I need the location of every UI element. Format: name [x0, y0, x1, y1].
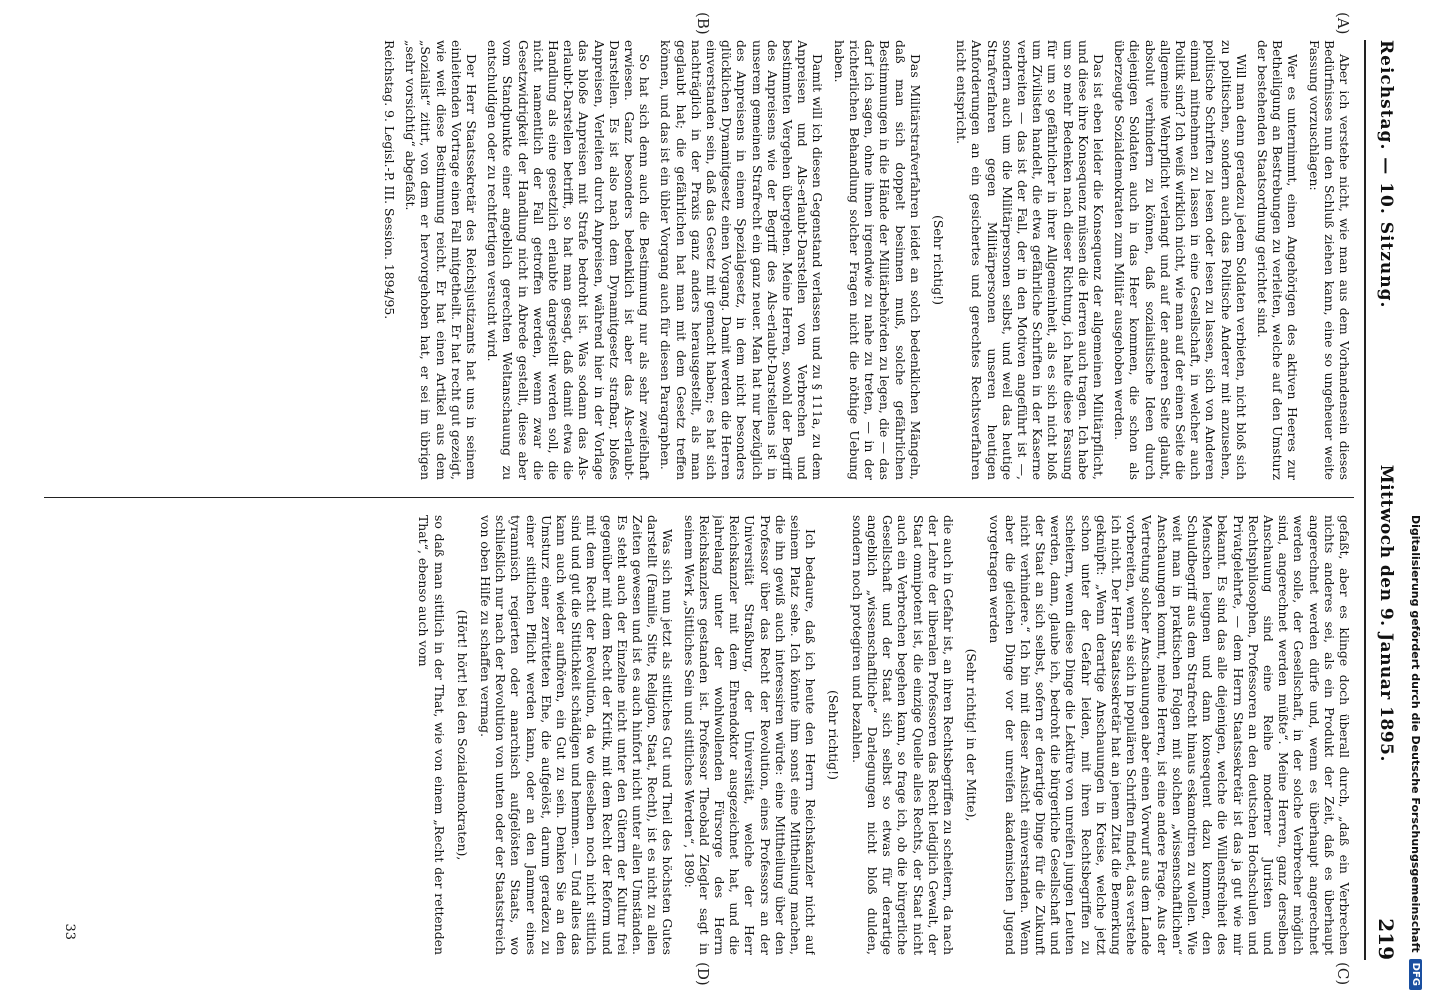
column-divider	[44, 497, 1354, 498]
paragraph: Das ist eben leider die Konsequenz der allgemeinen Militärpflicht, und diese ihre Konsequenz müssen die Herren auch tragen. Ich habe um so mehr Bedenken nach dieser Richtung, ich halte diese Fassung für um so gefährlicher in ihrer Allgemeinheit, als es sich nicht bloß um Zivilisten handelt, die etwa gefährliche Schriften in der Kaserne verbreiten — das ist der Fall, der in den Motiven angeführt ist —, sondern auch um die Militärpersonen selbst, und weil das heutige Strafverfahren gegen Militärpersonen unseren heutigen Anforderungen an ein gesichertes und gerechtes Rechtsverfahren nicht entspricht.	[954, 40, 1106, 480]
interjection: (Sehr richtig! in der Mitte),	[964, 648, 980, 822]
quoted-proposal: Wer es unternimmt, einen Angehörigen des aktiven Heeres zur Betheiligung an Bestrebungen zu verleiten, welche auf den Umsturz der bestehenden Staatsordnung gerichtet sind.	[1254, 40, 1301, 480]
dfg-logo-icon: DFG	[1410, 959, 1423, 990]
margin-letter-c: (C)	[1334, 962, 1352, 986]
paragraph: Das Militärstrafverfahren leidet an solch bedenklichen Mängeln, daß man sich doppelt besinnen muß, solche gefährlichen Bestimmungen in die Hände der Militärbehörden zu legen, die — das darf ich sagen, ohne ihnen irgendwie zu nahe zu treten, — in der richterlichen Behandlung solcher Fragen nicht die nöthige Uebung haben.	[831, 40, 923, 480]
paragraph: So hat sich denn auch die Bestimmung nur als sehr zweifelhaft erwiesen. Ganz besonders bedenklich ist aber das Als-erlaubt-Darstellen. Es ist also nach dem Dynamitgesetz strafbar, bloßes Anpreisen, Verleiten durch Anpreisen, während hier in der Vorlage das bloße Anpreisen mit Strafe bedroht ist. Was sodann das Als-erlaubt-Darstellen betrifft, so hat man gesagt, daß damit etwa die Handlung als eine gesetzlich erlaubte dargestellt werden soll, die nicht namentlich der Fall getroffen werden, wenn zwar die Gesetzwidrigkeit der Handlung nicht in Abrede gestellt, diese aber vom Standpunkte einer angeblich gerechten Weltanschauung zu entschuldigen oder zu rechtfertigen versucht wird.	[485, 40, 653, 480]
interjection: (Sehr richtig!)	[930, 215, 946, 305]
margin-letter-a: (A)	[1334, 12, 1352, 35]
credit-sidebar	[1400, 0, 1432, 1000]
credit-line	[1400, 0, 1432, 1000]
paragraph: Der Herr Staatssekretär des Reichsjustizamts hat uns in seinem einleitenden Vortrage einen Fall mitgetheilt. Er hat recht gut gezeigt, wie weit diese Bestimmung reicht. Er hat einen Artikel aus dem „Sozialist“ zitirt, von dem er hervorgehoben hat, er sei im übrigen „sehr vorsichtig“ abgefaßt.	[403, 40, 480, 480]
credit-text: Digitalisierung gefördert durch die Deutsche Forschungsgemeinschaft	[1409, 514, 1423, 953]
paragraph: Damit will ich diesen Gegenstand verlassen und zu § 111a, zu dem Anpreisen und Als-erlaubt-Darstellen von Verbrechen und bestimmten Vergehen übergehen. Meine Herren, sowohl der Begriff des Anpreisens wie der Begriff des Als-erlaubt-Darstellens ist in unserem gemeinen Strafrecht ein ganz neuer. Man hat nur bezüglich des Anpreisens in einem Spezialgesetz, in dem nicht besonders glücklichen Dynamitgesetz einen Vorgang. Damit werden die Herren einverstanden sein, daß das Gesetz mit gemacht haben; es hat sich nachträglich in der Praxis ganz anders herausgestellt, als man geglaubt hat; die gefährlichen hat man mit dem Gesetz treffen können, und das ist ein übler Vorgang auch für diesen Paragraphen.	[658, 40, 826, 480]
interjection: (Hört! hört! bei den Sozialdemokraten),	[454, 609, 470, 861]
paragraph: gefaßt, aber es klinge doch überall durch, „daß ein Verbrechen nichts anderes sei, als ein Produkt der Zeit, daß es überhaupt angerechnet werden dürfe und, wenn es überhaupt angerechnet werden solle, der Gesellschaft, in der solche Verbrecher möglich sind, angerechnet werden müßte“. Meine Herren, ganz derselben Anschauung sind eine Reihe moderner Juristen und Rechtsphilosophen, Professoren an den deutschen Hochschulen und Privatgelehrte, — dem Herrn Staatssekretär ist das ja gut wie mir bekannt. Es sind das alle diejenigen, welche die Willensfreiheit des Menschen leugnen und dann konsequent dazu kommen, den Schuldbegriff aus dem Strafrecht hinaus eskamotiren zu wollen. Wie weit man in praktischen Folgen mit solchen „wissenschaftlichen“ Anschauungen kommt, meine Herren, ist eine andere Frage. Aus der Vertretung solcher Anschauungen aber einen Vorwurf aus dem Lande vorbereiten, wenn sie sich in populären Schriften findet, das verstehe ich nicht. Der Herr Staatssekretär hat an jenem Zitat die Bemerkung geknüpft: „Wenn derartige Anschauungen in Kreise, welche jetzt schon unter der Gefahr leiden, mit ihren Rechtsbegriffen zu scheitern, wenn diese Dinge die Lektüre von unreifen jungen Leuten werden, dann, glaube ich, bedroht die bürgerliche Gesellschaft und der Staat an sich selbst, sofern er derartige Dinge für die Zukunft nicht verhindere.“ Ich bin mit dieser Ansicht einverstanden. Wenn aber die gleichen Dinge vor der unreifen akademischen Jugend vorgetragen werden	[987, 515, 1352, 955]
margin-letter-b: (B)	[694, 12, 712, 35]
paragraph: Aber ich verstehe nicht, wie man aus dem Vorhandensein dieses Bedürfnisses nun den Schluß ziehen kann, eine so ungeheuer weite Fassung vorzuschlagen:	[1306, 40, 1352, 480]
paragraph: die auch in Gefahr ist, an ihren Rechtsbegriffen zu scheitern, da nach der Lehre der liberalen Professoren das Recht lediglich Gewalt, der Staat omnipotent ist, die einzige Quelle alles Rechts, der Staat nicht auch ein Verbrechen begehen kann, so frage ich, ob die bürgerliche Gesellschaft und der Staat sich selbst so etwas für derartige angeblich „wissenschaftliche“ Darlegungen nicht bloß dulden, sondern noch protegiren und bezahlen.	[849, 515, 956, 955]
left-text-column	[52, 40, 1352, 480]
paragraph: Will man denn geradezu jedem Soldaten verbieten, nicht bloß sich zu politischen, sondern auch das Politische Anderer mit anzusehen, politische Schriften zu lesen oder lesen zu lassen, sich von Anderen einmal mitnehmen zu lassen in eine Gesellschaft, in welcher auch Politik sind? Ich weiß wirklich nicht, wie man auf der einen Seite die allgemeine Wehrpflicht verlangt und auf der anderen Seite glaubt, absolut verhindern zu können, daß sozialistische Ideen durch diejenigen Soldaten auch in das Heer kommen, die schon als überzeugte Sozialdemokraten zum Militär ausgehoben werden.	[1112, 40, 1249, 480]
header-left-title: Reichstag. — 10. Sitzung.	[1376, 40, 1396, 309]
interjection: (Sehr richtig!)	[826, 690, 842, 780]
paragraph: so daß man sittlich in der That, wie von einem „Recht der rettenden That“, ebenso auch vom	[416, 515, 447, 955]
column-footer-note: Reichstag. 9. Legisl.-P. III. Session. 1894/95.	[382, 40, 398, 320]
signature-number: 33	[62, 923, 77, 940]
right-text-column	[52, 515, 1352, 955]
page-number: 219	[1374, 918, 1398, 960]
margin-letter-d: (D)	[694, 962, 712, 986]
quoted-passage: Was sich nun jetzt als sittliches Gut und Theil des höchsten Gutes darstellt (Familie, Sitte, Religion, Staat, Recht), ist es nicht zu allen Zeiten gewesen und ist es auch hinfort nicht unter allen Umständen. Es steht auch der Einzelne nicht unter den Gütern der Kultur frei gegenüber mit dem Recht der Kritik, mit dem Recht der Reform und mit dem Recht der Revolution, da wo dieselben noch nicht sittlich sind und gut die Sittlichkeit schädigen und hemmen. — Und alles das kann auch wieder aufhören, ein Gut zu sein. Denken Sie an den Umsturz einer zerrütteten Ehe, die aufgelöst, darum geradezu zu einer sittlichen Pflicht werden kann, oder an den Jammer eines tyrannisch regierten oder anarchisch aufgelösten Staats, wo schließlich nur nach der Revolution von unten oder der Staatsstreich von oben Hilfe zu schaffen vermag.	[478, 515, 676, 955]
paragraph: Ich bedaure, daß ich heute den Herrn Reichskanzler nicht auf seinem Platz sehe. Ich könnte ihm sonst eine Mittheilung machen, die ihn gewiß auch interessiren würde: eine Mittheilung über den Professor über das Recht der Revolution, eines Professors an der Universität Straßburg, der Universität, welche der Herr Reichskanzler mit dem Ehrendoktor ausgezeichnet hat, und die jahrelang unter der wohlwollenden Fürsorge des Herrn Reichskanzlers gestanden ist. Professor Theobald Ziegler sagt in seinem Werk „Sittliches Sein und sittliches Werden“, 1890:	[681, 515, 819, 955]
header-date: Mittwoch den 9. Januar 1895.	[1376, 464, 1396, 762]
